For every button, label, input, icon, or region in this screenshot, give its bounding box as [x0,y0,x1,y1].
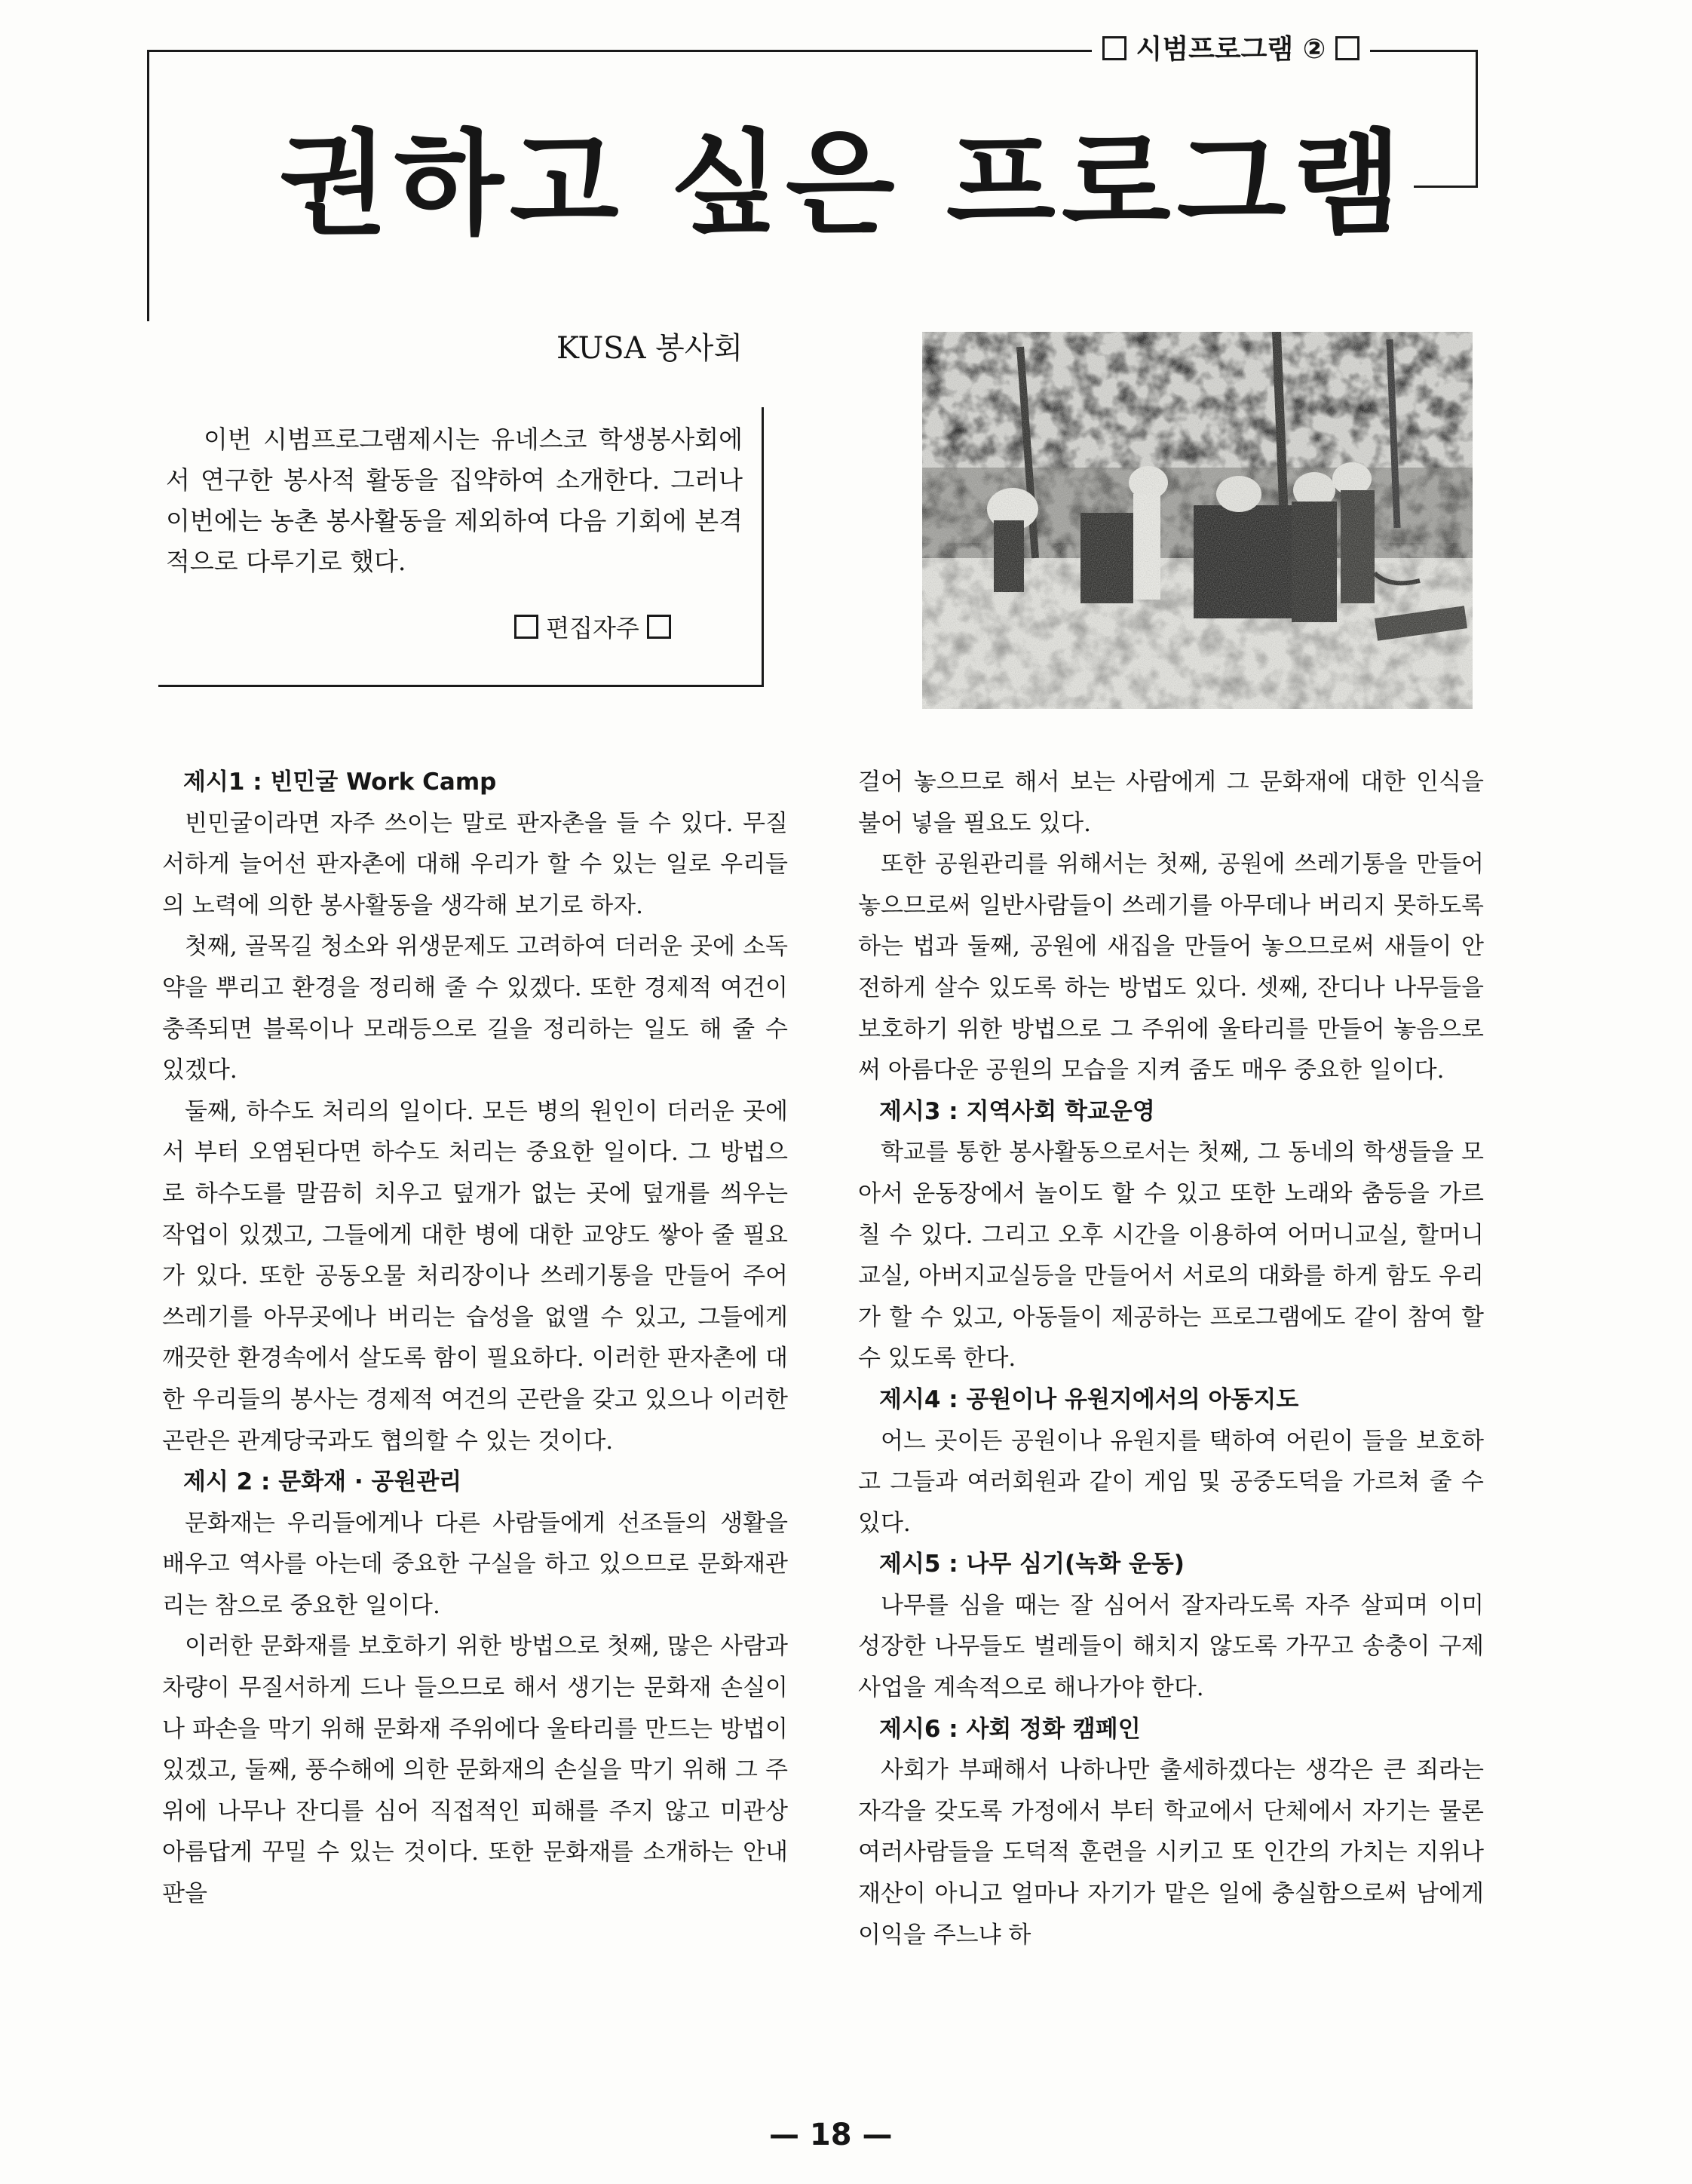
editor-note [514,609,671,644]
section-heading-1: 제시1 : 빈민굴 Work Camp [183,768,497,796]
right-column [858,762,1484,1955]
section-1-paragraph-1: 빈민굴이라면 자주 쓰이는 말로 판자촌을 들 수 있다. 무질서하게 늘어선 판자촌에 대해 우리가 할 수 있는 일로 우리들의 노력에 의한 봉사활동을 생각해 보기로 하자. [162,809,788,919]
square-bullet-icon [514,615,538,639]
section-heading-6: 제시6 : 사회 정화 캠페인 [879,1715,1141,1743]
series-label-text: 시범프로그램 ② [1136,34,1326,65]
square-bullet-icon [1102,36,1126,60]
section-4-paragraph-1: 어느 곳이든 공원이나 유원지를 택하여 어린이 들을 보호하고 그들과 여러회원과 같이 게임 및 공중도덕을 가르쳐 줄 수 있다. [858,1427,1484,1537]
square-bullet-icon [1335,36,1359,60]
section-2-paragraph-2: 이러한 문화재를 보호하기 위한 방법으로 첫째, 많은 사람과 차량이 무질서하게 드나 들으므로 해서 생기는 문화재 손실이나 파손을 막기 위해 문화재 주위에다 울타리를 만드는 방법이 있겠고, 둘째, 풍수해에 의한 문화재의 손실을 막기 위해 그 주위에 나무나 잔디를 심어 직접적인 피해를 주지 않고 미관상 아름답게 꾸밀 수 있는 것이다. 또한 문화재를 소개하는 안내판을 [162,1633,788,1908]
section-5-paragraph-1: 나무를 심을 때는 잘 심어서 잘자라도록 자주 살피며 이미 성장한 나무들도 벌레들이 해치지 않도록 가꾸고 송충이 구제사업을 계속적으로 해나가야 한다. [858,1591,1484,1702]
header-frame-tick-line [1414,186,1478,188]
section-1-paragraph-2: 첫째, 골목길 청소와 위생문제도 고려하여 더러운 곳에 소독약을 뿌리고 환경을 정리해 줄 수 있겠다. 또한 경제적 여건이 충족되면 블록이나 모래등으로 길을 정리하는 일도 해 줄 수 있겠다. [162,933,788,1084]
section-2-paragraph-3: 또한 공원관리를 위해서는 첫째, 공원에 쓰레기통을 만들어 놓으므로써 일반사람들이 쓰레기를 아무데나 버리지 못하도록 하는 법과 둘째, 공원에 새집을 만들어 놓으므로써 새들이 안전하게 살수 있도록 하는 방법도 있다. 셋째, 잔디나 나무들을 보호하기 위한 방법으로 그 주위에 울타리를 만들어 놓음으로써 아름다운 공원의 모습을 지켜 줌도 매우 중요한 일이다. [858,851,1484,1084]
section-heading-5: 제시5 : 나무 심기(녹화 운동) [879,1551,1185,1578]
section-2-continuation: 걸어 놓으므로 해서 보는 사람에게 그 문화재에 대한 인식을 불어 넣을 필요도 있다. [858,768,1484,837]
page-title: 권하고 싶은 프로그램 [279,119,1408,250]
header-frame-right-line [1476,50,1478,186]
section-2-paragraph-1: 문화재는 우리들에게나 다른 사람들에게 선조들의 생활을 배우고 역사를 아는데 중요한 구실을 하고 있으므로 문화재관리는 참으로 중요한 일이다. [162,1509,788,1619]
section-6-paragraph-1: 사회가 부패해서 나하나만 출세하겠다는 생각은 큰 죄라는 자각을 갖도록 가정에서 부터 학교에서 단체에서 자기는 물론 여러사람들을 도덕적 훈련을 시키고 또 인간의 가치는 지위나 재산이 아니고 얼마나 자기가 맡은 일에 충실함으로써 남에게 이익을 주느냐 하 [858,1756,1484,1949]
section-3-paragraph-1: 학교를 통한 봉사활동으로서는 첫째, 그 동네의 학생들을 모아서 운동장에서 놀이도 할 수 있고 또한 노래와 춤등을 가르칠 수 있다. 그리고 오후 시간을 이용하여 어머니교실, 할머니교실, 아버지교실등을 만들어서 서로의 대화를 하게 함도 우리가 할 수 있고, 아동들이 제공하는 프로그램에도 같이 참여 할 수 있도록 한다. [858,1139,1484,1373]
square-bullet-icon [647,615,671,639]
editor-note-text: 편집자주 [546,614,639,643]
series-label [1092,30,1370,69]
page-number: — 18 — [769,2118,893,2152]
volunteer-work-photo [922,332,1473,709]
left-column [162,762,788,1915]
intro-text: 이번 시범프로그램제시는 유네스코 학생봉사회에서 연구한 봉사적 활동을 집약하여 소개한다. 그러나 이번에는 농촌 봉사활동을 제외하여 다음 기회에 본격적으로 다루기로 했다. [166,425,743,576]
author-name: KUSA 봉사회 [556,331,743,366]
section-heading-4: 제시4 : 공원이나 유원지에서의 아동지도 [879,1385,1299,1413]
section-1-paragraph-3: 둘째, 하수도 처리의 일이다. 모든 병의 원인이 더러운 곳에서 부터 오염된다면 하수도 처리는 중요한 일이다. 그 방법으로 하수도를 말끔히 치우고 덮개가 없는 곳에 덮개를 씌우는 작업이 있겠고, 그들에게 대한 병에 대한 교양도 쌓아 줄 필요가 있다. 또한 공동오물 처리장이나 쓰레기통을 만들어 주어 쓰레기를 아무곳에나 버리는 습성을 없앨 수 있고, 그들에게 깨끗한 환경속에서 살도록 함이 필요하다. 이러한 판자촌에 대한 우리들의 봉사는 경제적 여건의 곤란을 갖고 있으나 이러한 곤란은 관계당국과도 협의할 수 있는 것이다. [162,1097,788,1455]
header-frame-left-line [147,50,149,321]
section-heading-2: 제시 2 : 문화재 · 공원관리 [183,1468,462,1496]
section-heading-3: 제시3 : 지역사회 학교운영 [879,1097,1155,1125]
